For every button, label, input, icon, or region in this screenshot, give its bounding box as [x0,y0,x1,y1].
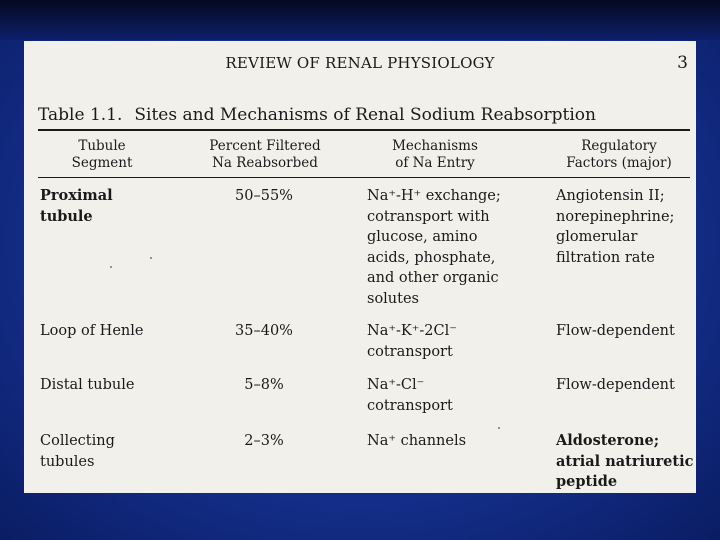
running-head: REVIEW OF RENAL PHYSIOLOGY [225,54,495,72]
header-regulatory-factors: Regulatory Factors (major) [566,138,672,171]
row-loop-percent: 35–40% [235,323,293,339]
header-tubule-segment: Tubule Segment [71,138,133,171]
table-title: Sites and Mechanisms of Renal Sodium Reabsorption [134,105,596,125]
row-distal-mechanism: Na⁺-Cl⁻ cotransport [367,377,453,414]
row-proximal-mechanism: Na⁺-H⁺ exchange; cotransport with glucose, amino acids, phosphate, and other organic solutes [367,188,501,307]
header-mechanisms: Mechanisms of Na Entry [392,138,478,171]
page-number: 3 [677,53,688,73]
header-percent-filtered: Percent Filtered Na Reabsorbed [209,138,321,171]
row-loop-factors: Flow-dependent [556,323,675,339]
row-proximal-factors: Angiotensin II; norepinephrine; glomerular filtration rate [556,188,675,266]
row-proximal-percent: 50–55% [235,188,293,204]
table-label: Table 1.1. [38,105,123,125]
table-top-rule [38,129,690,131]
scan-speck [498,427,500,429]
slide-top-band [0,0,720,40]
row-distal-percent: 5–8% [244,377,284,393]
row-loop-segment: Loop of Henle [40,323,144,339]
row-collecting-segment: Collecting tubules [40,433,115,470]
row-loop-mechanism: Na⁺-K⁺-2Cl⁻ cotransport [367,323,457,360]
row-collecting-factors: Aldosterone; atrial natriuretic peptide [556,432,694,490]
table-caption [38,105,596,125]
row-proximal-segment: Proximal tubule [40,187,113,225]
row-distal-segment: Distal tubule [40,377,135,393]
scan-speck [110,266,112,268]
row-collecting-percent: 2–3% [244,433,284,449]
table-header-rule [38,177,690,178]
row-distal-factors: Flow-dependent [556,377,675,393]
row-collecting-mechanism: Na⁺ channels [367,433,467,449]
scanned-book-page [24,41,696,493]
scan-speck [150,257,152,259]
